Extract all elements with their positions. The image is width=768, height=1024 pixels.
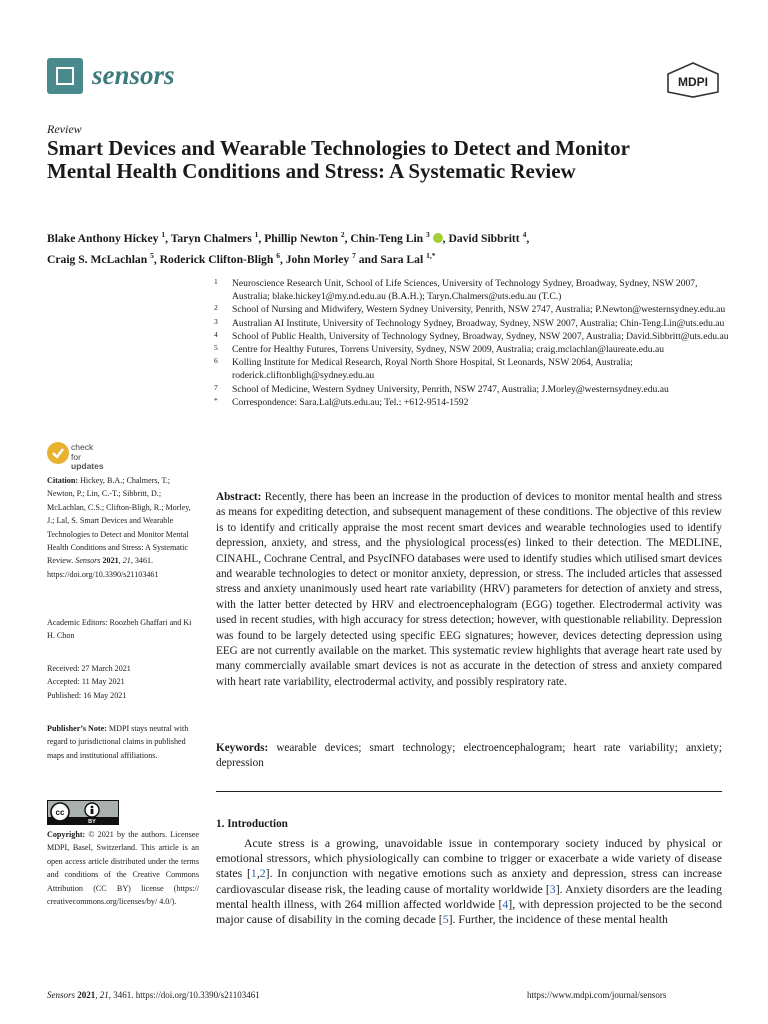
affiliation-item — [214, 396, 734, 409]
orcid-icon[interactable] — [433, 233, 443, 243]
abstract-label: Abstract: — [216, 491, 262, 503]
section-heading: 1. Introduction — [216, 818, 288, 830]
footer-doi[interactable]: , 3461. https://doi.org/10.3390/s21103461 — [108, 990, 260, 1000]
affiliation-text: Australian AI Institute, University of Technology Sydney, Broadway, Sydney, NSW 2007, Australia; Chin-Teng.Lin@uts.edu.au — [232, 317, 725, 329]
affiliation-item — [214, 383, 734, 396]
abstract — [216, 490, 722, 690]
author-name: Sara Lal — [380, 253, 427, 267]
cc-by-license-badge[interactable] — [47, 800, 119, 825]
academic-editors: Academic Editors: Roozbeh Ghaffari and Ki H. Chon — [47, 618, 192, 641]
affiliation-text: Correspondence: Sara.Lal@uts.edu.au; Tel.: +612-9514-1592 — [232, 396, 469, 408]
check-line1: check for — [71, 442, 94, 462]
section-divider — [216, 791, 722, 792]
footer-journal: Sensors — [47, 990, 76, 1000]
citation-label: Citation: — [47, 476, 79, 485]
check-for-updates[interactable] — [47, 441, 104, 471]
accepted-date: Accepted: 11 May 2021 — [47, 677, 125, 687]
dates-block — [47, 662, 199, 702]
affiliation-text: School of Public Health, University of Technology Sydney, Broadway, Sydney, NSW 2007, Australia; David.Sibbritt@uts.edu.au — [232, 330, 729, 342]
reference-link[interactable]: 2 — [259, 866, 266, 881]
affiliation-text: School of Medicine, Western Sydney University, Penrith, NSW 2747, Australia; J.Morley@westernsydney.edu.au — [232, 383, 669, 395]
affiliation-number: * — [214, 395, 218, 405]
check-updates-icon — [47, 442, 69, 464]
author-name: Chin-Teng Lin — [350, 231, 427, 245]
reference-link[interactable]: 3 — [549, 881, 556, 896]
author-affiliation-number: 1 — [254, 230, 259, 239]
affiliation-item — [214, 330, 734, 343]
author-affiliation-number: 3 — [426, 230, 430, 239]
article-title: Smart Devices and Wearable Technologies to Detect and Monitor Mental Health Conditions and Stress: A Systematic Review — [47, 136, 630, 183]
keywords — [216, 741, 722, 772]
affiliation-text: Centre for Healthy Futures, Torrens University, Sydney, NSW 2009, Australia; craig.mclachlan@laureate.edu.au — [232, 344, 665, 356]
affiliation-text: Neuroscience Research Unit, School of Life Sciences, University of Technology Sydney, Broadway, Sydney, NSW 2007, Australia; blake.hickey1@my.nd.edu.au (B.A.H.); Taryn.Chalmers@uts.edu.au (T.C.) — [232, 278, 698, 303]
svg-text:cc: cc — [55, 808, 65, 817]
reference-link[interactable]: 1 — [250, 866, 257, 881]
article-type: Review — [47, 122, 82, 136]
affiliation-number: 3 — [214, 316, 218, 326]
affiliation-text: School of Nursing and Midwifery, Western Sydney University, Penrith, NSW 2747, Australia; P.Newton@westernsydney.edu.au — [232, 304, 726, 316]
affiliation-number: 7 — [214, 382, 218, 392]
author-affiliation-number: 5 — [150, 251, 154, 261]
introduction-paragraph: Acute stress is a growing, unavoidable issue in contemporary society induced by physical or emotional stressors, which physiologically can combine to trigger or exacerbate a wide variety of disease states [1,2]. In conjunction with negative emotions such as anxiety and depression, stress can increase cardiovascular disease risk, the leading cause of mortality worldwide [3]. Anxiety disorders are the leading mental health illness, with 264 million affected worldwide [4], with depression projected to be the second major cause of disability in the coming decade [5]. Further, the incidence of these mental health — [216, 836, 722, 927]
keywords-label: Keywords: — [216, 742, 269, 754]
affiliation-number: 6 — [214, 356, 218, 366]
affiliations — [214, 277, 734, 409]
author-list: Blake Anthony Hickey $^1$, Taryn Chalmers $^1$, Phillip Newton $^2$, Chin-Teng Lin $^3$ , David Sibbritt $^4$, Craig S. McLachlan $^5$, Roderick Clifton-Bligh $^6$, John Morley $^7$ and Sara Lal $^{1,*}$ — [47, 230, 530, 267]
affiliation-text: Kolling Institute for Medical Research, Royal North Shore Hospital, St Leonards, NSW 2064, Australia; roderick.cliftonbligh@sydney.edu.au — [232, 357, 633, 382]
affiliation-number: 5 — [214, 343, 218, 353]
note-text: MDPI stays neutral with regard to jurisdictional claims in published maps and institutional affiliations. — [47, 724, 189, 760]
citation-text: Hickey, B.A.; Chalmers, T.; Newton, P.; Lin, C.-T.; Sibbritt, D.; McLachlan, C.S.; Clifton-Bligh, R.; Morley, J.; Lal, S. Smart Devices and Wearable Technologies to Detect and Monitor Mental Health Conditions and Stress: A Systematic Review. — [47, 476, 191, 566]
copyright-label: Copyright: — [47, 830, 86, 839]
abstract-text: Recently, there has been an increase in the production of devices to monitor mental health and stress as means for expediting detection, and subsequent management of these conditions. The objective of this review is to identify and critically appraise the most recent smart devices and wearable technologies used to identify depression, anxiety, and stress, and the physiological process(es) linked to their detection. The MEDLINE, CINAHL, Cochrane Central, and PsycINFO databases were used to identify studies which utilised smart devices and wearable technologies to detect or monitor anxiety, depression, or stress. The included articles that assessed stress and anxiety unanimously used heart rate variability (HRV) parameters for detection of anxiety and stress, with the latter better detected by HRV and electroencephalogram (EGG) together. Electrodermal activity was used in recent studies, with high accuracy for stress detection; however, with questionable reliability. Depression was found to be largely detected using specific EEG signatures; however, devices detecting depression using EEG are not currently available on the market. This systematic review highlights that average heart rate used by many commercially available smart devices is not as accurate in the detection of stress and anxiety compared with heart rate variability, electrodermal activity, and possibly respiratory rate. — [216, 491, 722, 688]
published-date: Published: 16 May 2021 — [47, 690, 127, 700]
affiliation-item — [214, 343, 734, 356]
chip-icon — [56, 67, 74, 85]
svg-text:BY: BY — [88, 819, 96, 824]
footer-year: 2021 — [77, 990, 96, 1000]
author-affiliation-number: 4 — [522, 230, 527, 239]
publisher-note — [47, 722, 199, 762]
footer-citation: Sensors 2021, 21, 3461. https://doi.org/10.3390/s21103461 — [47, 990, 260, 1000]
reference-link[interactable]: 5 — [442, 912, 449, 927]
author-affiliation-number: 7 — [352, 251, 356, 261]
author-name: John Morley — [285, 253, 353, 267]
affiliation-number: 4 — [214, 329, 218, 339]
affiliation-number: 2 — [214, 303, 218, 313]
author-affiliation-number: 1 — [161, 230, 166, 239]
keywords-text: wearable devices; smart technology; electroencephalogram; heart rate variability; anxiety; depression — [216, 742, 722, 770]
footer-volume: 21 — [99, 990, 109, 1000]
author-name: Roderick Clifton-Bligh — [159, 253, 277, 267]
author-name: Craig S. McLachlan — [47, 253, 151, 267]
journal-name: sensors — [92, 60, 175, 90]
affiliation-item — [214, 317, 734, 330]
copyright-block — [47, 828, 199, 908]
footer-url[interactable]: https://www.mdpi.com/journal/sensors — [527, 990, 667, 1000]
svg-text:MDPI: MDPI — [678, 75, 708, 89]
reference-link[interactable]: 4 — [502, 896, 509, 911]
author-affiliation-number: 6 — [276, 251, 280, 261]
copyright-text: © 2021 by the authors. Licensee MDPI, Basel, Switzerland. This article is an open access article distributed under the terms and conditions of the Creative Commons Attribution (CC BY) license (https:// creativecommons.org/licenses/by/ 4.0/). — [47, 830, 199, 907]
author-name: Phillip Newton — [264, 231, 341, 245]
author-name: David Sibbritt — [448, 231, 523, 245]
author-affiliation-number: 2 — [340, 230, 345, 239]
citation-volume: 21 — [122, 556, 131, 566]
author-name: Taryn Chalmers — [170, 231, 255, 245]
citation-year: 2021 — [102, 556, 119, 566]
received-date: Received: 27 March 2021 — [47, 664, 131, 673]
author-name: Blake Anthony Hickey — [47, 231, 162, 245]
affiliation-item — [214, 356, 734, 382]
check-line2: updates — [71, 461, 104, 471]
affiliation-number: 1 — [214, 277, 218, 286]
citation-journal: Sensors — [75, 556, 101, 566]
citation-block: Citation: Hickey, B.A.; Chalmers, T.; Newton, P.; Lin, C.-T.; Sibbritt, D.; McLachlan, C.S.; Clifton-Bligh, R.; Morley, J.; Lal, S. Smart Devices and Wearable Technologies to Detect and Monitor Mental Health Conditions and Stress: A Systematic Review. Sensors 2021, 21, 3461. https://doi.org/10.3390/s21103461 — [47, 476, 191, 579]
publisher-logo — [666, 62, 720, 98]
note-label: Publisher’s Note: — [47, 724, 107, 733]
author-affiliation-number: 1,* — [426, 251, 436, 261]
affiliation-item — [214, 303, 734, 316]
affiliation-item — [214, 277, 734, 303]
citation-pages: , 3461. https://doi.org/10.3390/s21103461 — [47, 556, 159, 579]
